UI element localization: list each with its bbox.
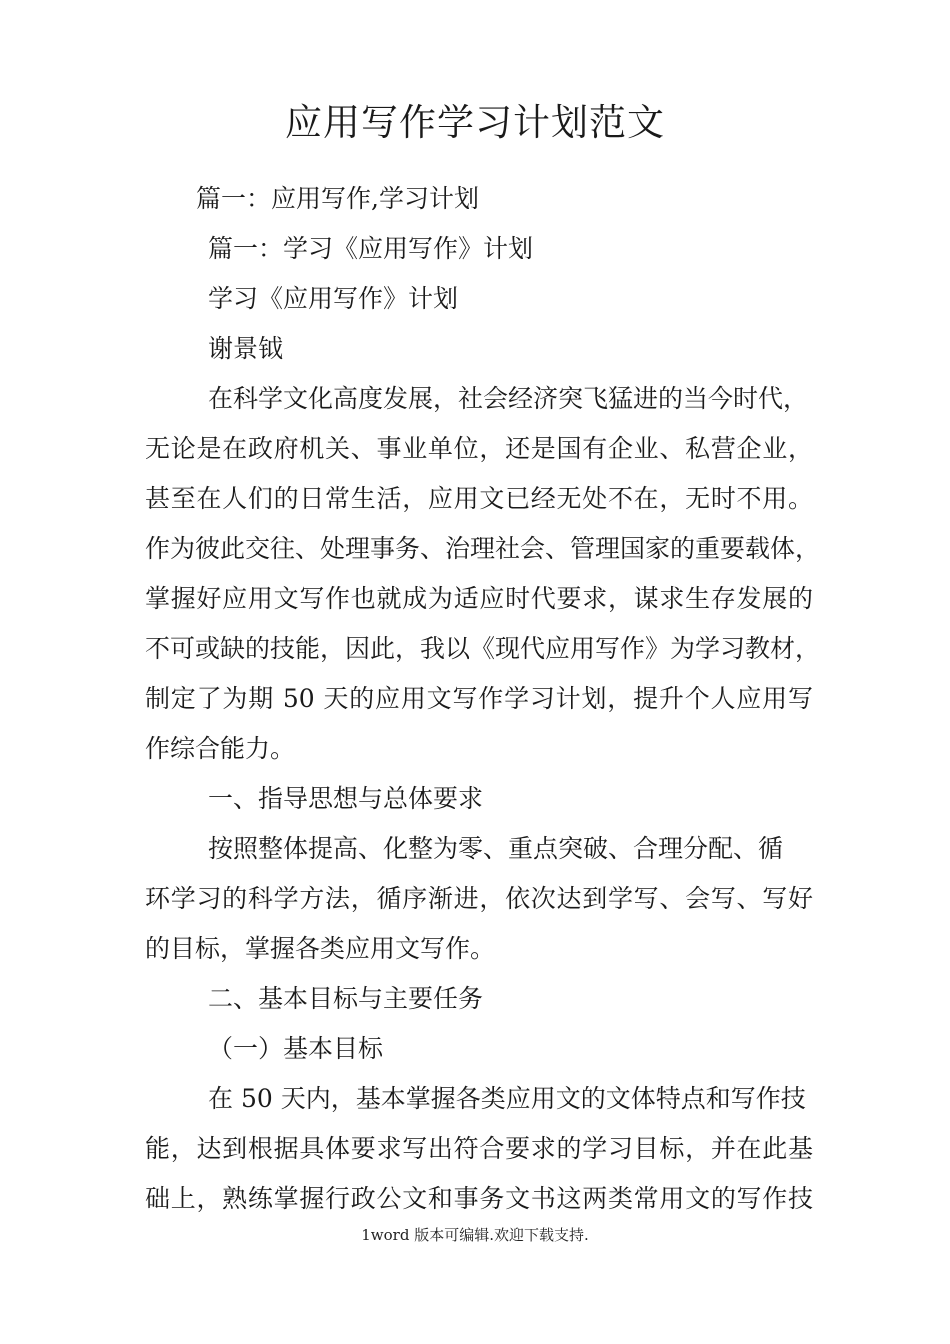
subsection-heading-1: （一）基本目标 bbox=[208, 1034, 384, 1063]
paragraph-1-line: 作综合能力。 bbox=[145, 734, 296, 763]
paragraph-1-line: 制定了为期 50 天的应用文写作学习计划，提升个人应用写 bbox=[145, 684, 813, 713]
heading-3: 学习《应用写作》计划 bbox=[208, 284, 459, 313]
paragraph-2-line: 按照整体提高、化整为零、重点突破、合理分配、循 bbox=[208, 834, 784, 863]
page-footer: 1word 版本可编辑.欢迎下载支持. bbox=[361, 1226, 589, 1244]
paragraph-1-line: 甚至在人们的日常生活，应用文已经无处不在，无时不用。 bbox=[145, 484, 813, 513]
section-heading-1: 一、指导思想与总体要求 bbox=[208, 784, 484, 813]
heading-1: 篇一：应用写作,学习计划 bbox=[196, 184, 479, 213]
author: 谢景钺 bbox=[208, 334, 284, 363]
paragraph-1-line: 无论是在政府机关、事业单位，还是国有企业、私营企业， bbox=[145, 434, 813, 463]
paragraph-1-line: 掌握好应用文写作也就成为适应时代要求，谋求生存发展的 bbox=[145, 584, 813, 613]
paragraph-3-line: 能，达到根据具体要求写出符合要求的学习目标，并在此基 bbox=[145, 1134, 813, 1163]
paragraph-3-line: 础上，熟练掌握行政公文和事务文书这两类常用文的写作技 bbox=[145, 1184, 813, 1213]
heading-2: 篇一：学习《应用写作》计划 bbox=[208, 234, 534, 263]
paragraph-1-line: 作为彼此交往、处理事务、治理社会、管理国家的重要载体， bbox=[145, 534, 821, 563]
paragraph-1-line: 不可或缺的技能，因此，我以《现代应用写作》为学习教材， bbox=[145, 634, 821, 663]
paragraph-2-line: 的目标，掌握各类应用文写作。 bbox=[145, 934, 496, 963]
paragraph-1-line: 在科学文化高度发展，社会经济突飞猛进的当今时代， bbox=[208, 384, 809, 413]
document-title: 应用写作学习计划范文 bbox=[285, 101, 665, 144]
paragraph-3-line: 在 50 天内，基本掌握各类应用文的文体特点和写作技 bbox=[208, 1084, 806, 1113]
paragraph-2-line: 环学习的科学方法，循序渐进，依次达到学写、会写、写好 bbox=[145, 884, 813, 913]
section-heading-2: 二、基本目标与主要任务 bbox=[208, 984, 484, 1013]
